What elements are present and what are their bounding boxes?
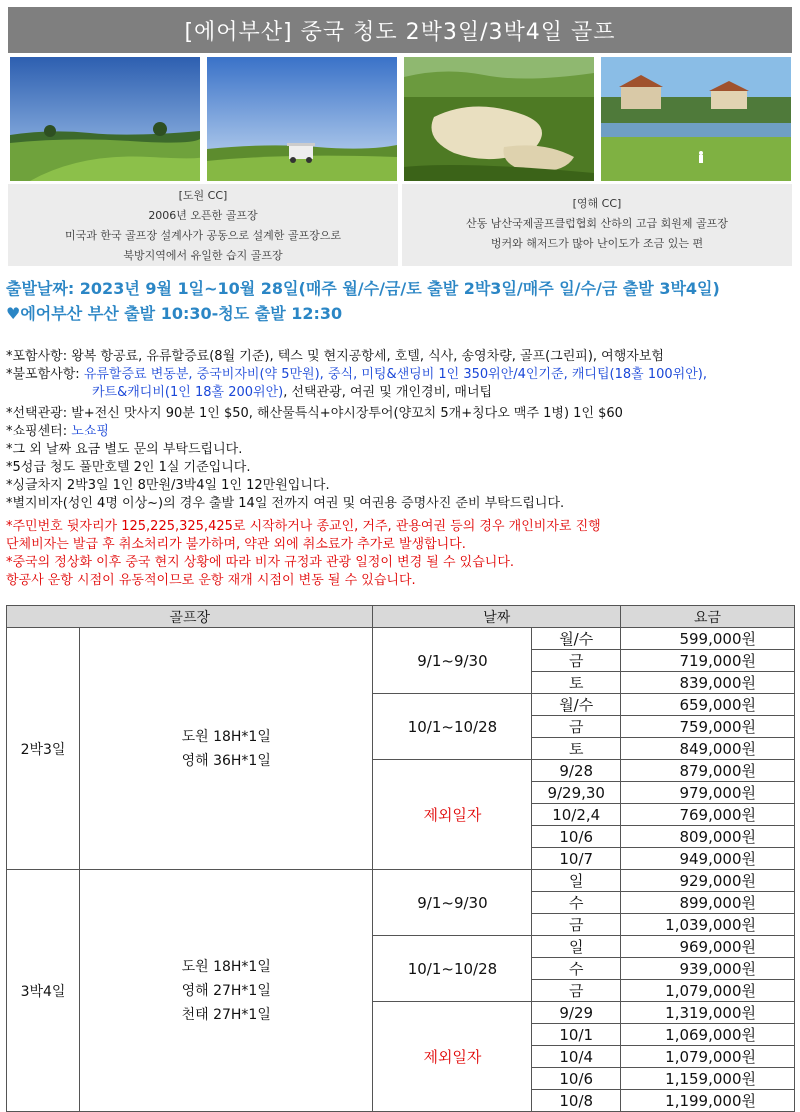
caption-line: 산동 남산국제골프클럽협회 산하의 고급 회원제 골프장 [466,217,728,230]
day-cell: 월/수 [532,628,621,650]
day-cell: 수 [532,958,621,980]
day-cell: 월/수 [532,694,621,716]
period-cell: 9/1~9/30 [373,628,532,694]
day-cell: 10/8 [532,1090,621,1112]
day-cell: 10/2,4 [532,804,621,826]
golf-course-photo-3 [404,57,594,181]
visa-note: *별지비자(성인 4명 이상~)의 경우 출발 14일 전까지 여권 및 여권용 증명사진 준비 부탁드립니다. [6,496,565,511]
header-price: 요금 [621,606,795,628]
younghae-cc-caption [402,184,792,266]
shopping-value: 노쇼핑 [71,424,109,439]
price-table [6,605,795,1112]
caption-line: 벙커와 해저드가 많아 난이도가 조금 있는 편 [490,237,704,250]
excluded-items [6,363,707,382]
excluded-text-blue: 유류할증료 변동분, 중국비자비(약 5만원), 중식, 미팅&샌딩비 1인 350위안/4인기준, 캐디팁(18홀 100위안), [83,367,707,382]
excluded-items-cont [92,381,492,400]
warning-line-1: *주민번호 뒷자리가 125,225,325,425로 시작하거나 종교인, 거주, 관용여권 등의 경우 개인비자로 진행 [6,519,601,534]
day-cell: 10/1 [532,1024,621,1046]
day-cell: 금 [532,716,621,738]
price-cell: 809,000원 [621,826,795,848]
golf-course-photo-4 [601,57,791,181]
course-cell [80,628,373,870]
other-dates-note: *그 외 날짜 요금 별도 문의 부탁드립니다. [6,442,243,457]
course-line: 도원 18H*1일 [181,728,271,745]
price-cell: 929,000원 [621,870,795,892]
page-title: [에어부산] 중국 청도 2박3일/3박4일 골프 [8,7,792,53]
warning-line-4: 항공사 운항 시점이 유동적이므로 운항 재개 시점이 변동 될 수 있습니다. [6,573,416,588]
header-date: 날짜 [373,606,621,628]
caption-line: [도원 CC] [178,189,228,202]
golf-course-photo-2 [207,57,397,181]
warning-line-2: 단체비자는 발급 후 취소처리가 불가하며, 약관 외에 취소료가 추가로 발생합니다. [6,537,466,552]
golf-course-photo-1 [10,57,200,181]
excluded-text-rest: , 선택관광, 여권 및 개인경비, 매너팁 [283,385,493,400]
day-cell: 금 [532,650,621,672]
header-golf-course: 골프장 [7,606,373,628]
price-cell: 769,000원 [621,804,795,826]
course-line: 영해 36H*1일 [181,752,271,769]
caption-line: 미국과 한국 골프장 설계사가 공동으로 설계한 골프장으로 [64,229,341,242]
included-text: 왕복 항공료, 유류할증료(8월 기준), 텍스 및 현지공항세, 호텔, 식사, 송영차량, 골프(그린피), 여행자보험 [71,349,664,364]
table-row [7,870,795,892]
day-cell: 10/4 [532,1046,621,1068]
price-cell: 939,000원 [621,958,795,980]
flight-schedule: ♥에어부산 부산 출발 10:30-청도 출발 12:30 [6,304,343,323]
course-line: 영해 27H*1일 [181,982,271,999]
day-cell: 토 [532,672,621,694]
day-cell: 10/6 [532,1068,621,1090]
table-row [7,628,795,650]
single-charge-note: *싱글차지 2박3일 1인 8만원/3박4일 1인 12만원입니다. [6,478,330,493]
course-line: 천태 27H*1일 [181,1006,271,1023]
price-cell: 1,069,000원 [621,1024,795,1046]
price-cell: 659,000원 [621,694,795,716]
day-cell: 9/28 [532,760,621,782]
price-cell: 899,000원 [621,892,795,914]
price-cell: 1,199,000원 [621,1090,795,1112]
included-items [6,345,664,364]
trip-length-cell: 3박4일 [7,870,80,1112]
price-cell: 1,159,000원 [621,1068,795,1090]
day-cell: 10/6 [532,826,621,848]
price-cell: 949,000원 [621,848,795,870]
caption-line: 2006년 오픈한 골프장 [148,209,258,222]
price-cell: 1,079,000원 [621,1046,795,1068]
trip-length-cell: 2박3일 [7,628,80,870]
price-cell: 599,000원 [621,628,795,650]
day-cell: 9/29,30 [532,782,621,804]
excluded-text-blue-2: 카트&캐디비(1인 18홀 200위안) [92,385,284,400]
price-cell: 1,319,000원 [621,1002,795,1024]
price-table-body [7,628,795,1112]
day-cell: 일 [532,936,621,958]
shopping-label: *쇼핑센터: [6,424,72,439]
price-cell: 979,000원 [621,782,795,804]
hotel-note: *5성급 청도 풀만호텔 2인 1실 기준입니다. [6,460,251,475]
price-cell: 849,000원 [621,738,795,760]
day-cell: 10/7 [532,848,621,870]
price-cell: 969,000원 [621,936,795,958]
day-cell: 9/29 [532,1002,621,1024]
period-cell: 제외일자 [373,1002,532,1112]
course-cell [80,870,373,1112]
doowon-cc-caption [8,184,398,266]
day-cell: 금 [532,980,621,1002]
day-cell: 일 [532,870,621,892]
price-cell: 1,039,000원 [621,914,795,936]
period-cell: 9/1~9/30 [373,870,532,936]
included-label: *포함사항: [6,349,72,364]
caption-line: 북방지역에서 유일한 습지 골프장 [123,249,283,262]
day-cell: 금 [532,914,621,936]
day-cell: 수 [532,892,621,914]
period-cell: 10/1~10/28 [373,936,532,1002]
departure-dates: 출발날짜: 2023년 9월 1일~10월 28일(매주 월/수/금/토 출발 2박3일/매주 일/수/금 출발 3박4일) [6,279,720,298]
course-line: 도원 18H*1일 [181,958,271,975]
warning-line-3: *중국의 정상화 이후 중국 현지 상황에 따라 비자 규정과 관광 일정이 변경 될 수 있습니다. [6,555,515,570]
optional-tour: *선택관광: 발+전신 맛사지 90분 1인 $50, 해산물특식+야시장투어(양꼬치 5개+칭다오 맥주 1병) 1인 $60 [6,406,623,421]
period-cell: 10/1~10/28 [373,694,532,760]
period-cell: 제외일자 [373,760,532,870]
caption-line: [영해 CC] [572,197,622,210]
price-cell: 1,079,000원 [621,980,795,1002]
price-cell: 839,000원 [621,672,795,694]
price-cell: 719,000원 [621,650,795,672]
price-cell: 759,000원 [621,716,795,738]
excluded-label: *불포함사항: [6,367,84,382]
shopping-center [6,420,109,439]
day-cell: 토 [532,738,621,760]
price-cell: 879,000원 [621,760,795,782]
